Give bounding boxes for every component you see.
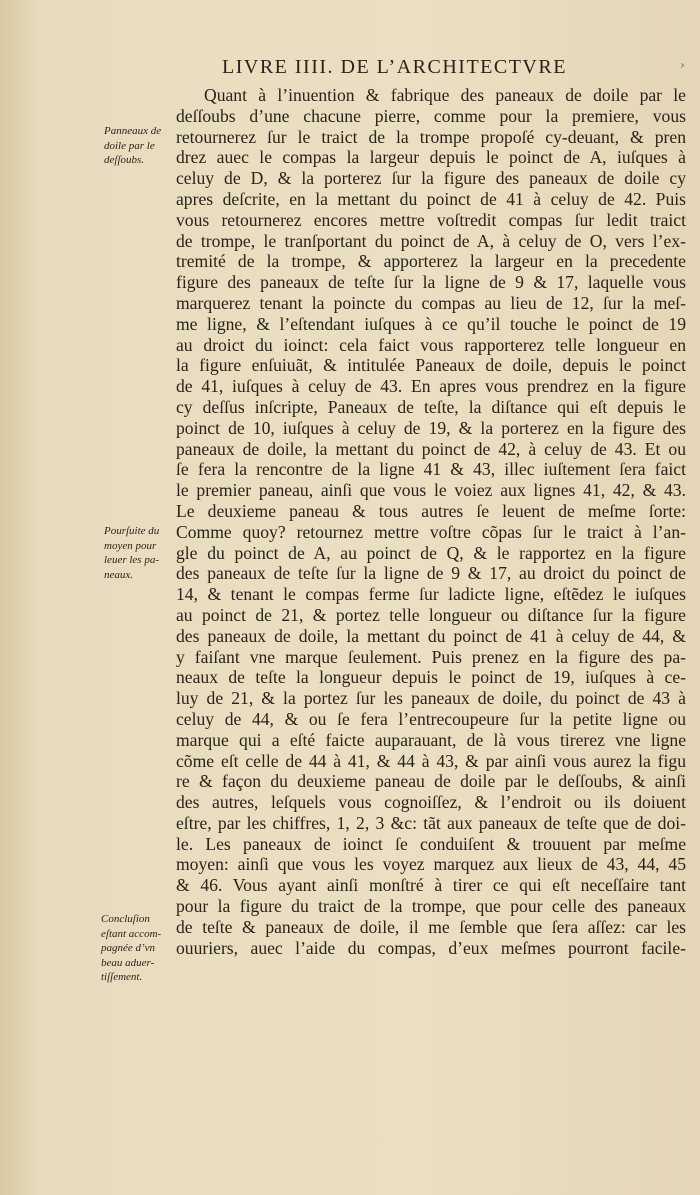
margin-note-panneaux-de-doile	[104, 124, 176, 168]
margin-note-line: tiſſement.	[101, 971, 143, 983]
text-line: pour la figure du traict de la trompe, que pour celle des paneaux	[176, 896, 686, 917]
text-line: moyen: ainſi que vous les voyez marquez aux lieux de 43, 44, 45	[176, 854, 686, 875]
text-line: neaux de teſte la longueur depuis le poinct de 19, iuſques à ce-	[176, 667, 686, 688]
text-line: de 41, iuſques à celuy de 43. En apres vous prendrez en la figure	[176, 376, 686, 397]
text-line: de teſte & paneaux de doile, il me ſemble que ſera aſſez: car les	[176, 916, 686, 937]
text-line: deſſoubs d’une chacune pierre, comme pour la premiere, vous	[176, 105, 686, 126]
margin-note-poursuite-du-moyen	[104, 524, 176, 582]
text-line: vous retournerez encores mettre voſtredit compas ſur ledit traict	[176, 209, 686, 230]
margin-note-line: pagnée d’vn	[101, 942, 156, 954]
text-line: Quant à l’inuention & fabrique des paneaux de doile par le	[204, 85, 686, 105]
text-line: me ligne, & l’eſtendant iuſques à ce qu’il touche le poinct de 19	[176, 313, 686, 334]
text-line: celuy de D, & la porterez ſur la figure des paneaux de doile cy	[176, 168, 686, 189]
text-line: paneaux de doile, la mettant du poinct de 42, à celuy de 43. Et ou	[176, 438, 686, 459]
text-line: re & façon du deuxieme paneau de doile par le deſſoubs, & ainſi	[176, 771, 686, 792]
text-line: des paneaux de teſte ſur la ligne de 9 & 17, au droict du poinct de	[176, 563, 686, 584]
text-line: y faiſant vne marque ſeulement. Puis prenez en la figure des pa-	[176, 646, 686, 667]
margin-note-line: moyen pour	[104, 539, 157, 552]
text-line: cy deſſus inſcripte, Paneaux de teſte, la diſtance qui eſt depuis le	[176, 396, 686, 417]
text-line: luy de 21, & la portez ſur les paneaux de doile, du poinct de 43 à	[176, 688, 686, 709]
margin-note-line: beau aduer-	[101, 956, 155, 969]
text-line: le. Les paneaux de ioinct ſe conduiſent & trouuent par meſme	[176, 833, 686, 854]
text-line: au poinct de 21, & portez telle longueur ou diſtance ſur la figure	[176, 604, 686, 625]
text-line: marquerez tenant la poincte du compas au lieu de 12, ſur la meſ-	[176, 292, 686, 313]
text-line: Le deuxieme paneau & tous autres ſe leuent de meſme ſorte:	[176, 500, 686, 521]
text-line: marque qui a eſté faicte auparauant, de là vous tirerez vne ligne	[176, 729, 686, 750]
body-text	[176, 85, 686, 958]
text-line: drez auec le compas la largeur depuis le poinct de A, iuſques à	[176, 147, 686, 168]
text-line: figure des paneaux de teſte ſur la ligne de 9 & 17, laquelle vous	[176, 272, 686, 293]
text-line: retournerez ſur le traict de la trompe propoſé cy-deuant, & pren	[176, 126, 686, 147]
text-line: celuy de 44, & ou ſe fera l’entrecoupeure ſur la petite ligne ou	[176, 708, 686, 729]
text-line: eſtre, par les chiffres, 1, 2, 3 &c: tãt aux paneaux de teſte que de doi-	[176, 812, 686, 833]
text-line: des autres, leſquels vous cognoiſſez, & l’endroit ou ils doiuent	[176, 792, 686, 813]
margin-note-conclusion	[101, 912, 173, 985]
margin-note-line: Concluſion	[101, 913, 150, 925]
margin-note-line: doile par le	[104, 139, 155, 152]
text-line: ouuriers, auec l’aide du compas, d’eux meſmes pourront facile-	[176, 937, 686, 958]
page-corner-mark: ›	[680, 58, 685, 72]
margin-note-line: leuer les pa-	[104, 554, 159, 566]
text-line: cõme eſt celle de 44 à 41, & 44 à 43, & par ainſi vous aurez la figu	[176, 750, 686, 771]
margin-note-line: neaux.	[104, 568, 134, 581]
text-line: des paneaux de doile, la mettant du poinct de 41 à celuy de 44, &	[176, 625, 686, 646]
text-line: de trompe, le tranſportant du poinct de A, à celuy de O, vers l’ex-	[176, 230, 686, 251]
margin-note-line: eſtant accom-	[101, 927, 162, 940]
text-line: & 46. Vous ayant ainſi monſtré à tirer ce qui eſt neceſſaire tant	[176, 875, 686, 896]
margin-note-line: Panneaux de	[104, 125, 162, 137]
text-line: poinct de 10, iuſques à celuy de 19, & la porterez en la figure des	[176, 417, 686, 438]
running-header: LIVRE IIII. DE L’ARCHITECTVRE	[222, 56, 567, 78]
text-line: Comme quoy? retournez mettre voſtre cõpas ſur le traict à l’an-	[176, 521, 686, 542]
text-line: la figure enſuiuãt, & intitulée Paneaux de doile, depuis le poinct	[176, 355, 686, 376]
text-line: le premier paneau, ainſi que vous le voiez aux lignes 41, 42, & 43.	[176, 480, 686, 501]
text-line: ſe fera la rencontre de la ligne 41 & 43, illec iuſtement ſera faict	[176, 459, 686, 480]
text-line: gle du poinct de A, au poinct de Q, & le rapportez en la figure	[176, 542, 686, 563]
margin-note-line: Pourſuite du	[104, 525, 160, 537]
text-line: au droict du ioinct: cela faict vous rapporterez telle longueur en	[176, 334, 686, 355]
text-line: apres deſcrite, en la mettant du poinct de 41 à celuy de 42. Puis	[176, 188, 686, 209]
margin-note-line: deſſoubs.	[104, 154, 145, 166]
text-line: 14, & tenant le compas ferme ſur ladicte ligne, eſtẽdez le iuſques	[176, 584, 686, 605]
text-line: tremité de la trompe, & apporterez la largeur en la precedente	[176, 251, 686, 272]
